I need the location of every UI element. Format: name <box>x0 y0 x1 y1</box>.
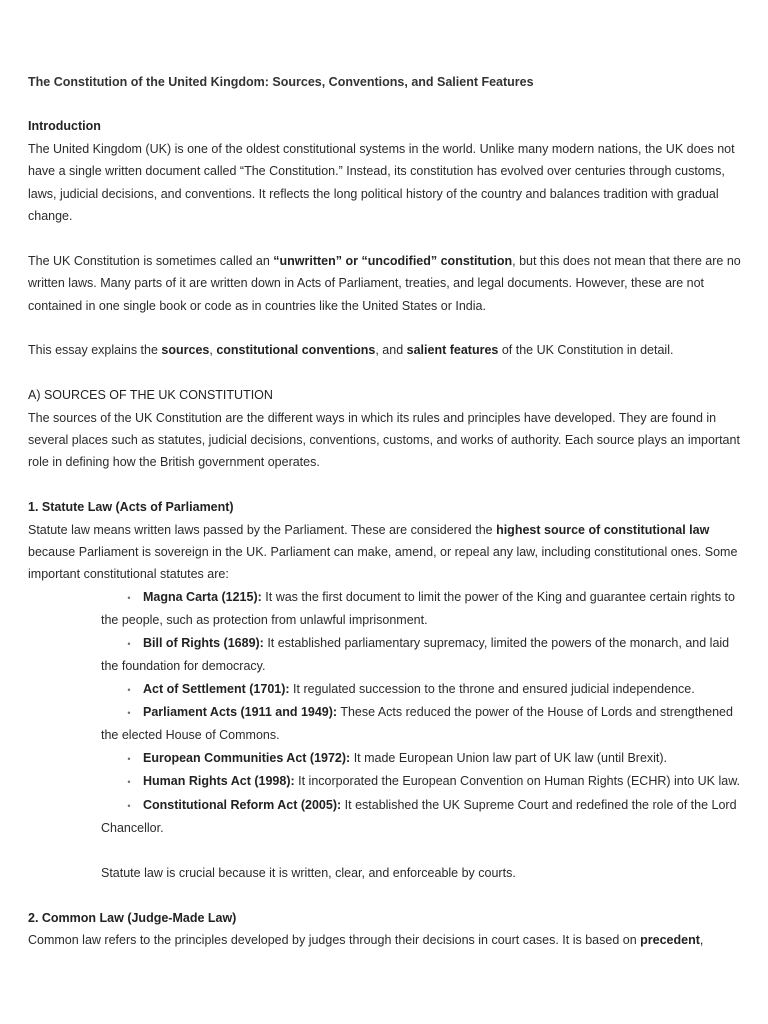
statute-desc: It made European Union law part of UK law (until Brexit). <box>350 750 668 765</box>
section-a-heading: A) SOURCES OF THE UK CONSTITUTION <box>28 388 273 403</box>
common-text-a: Common law refers to the principles developed by judges through their decisions in court cases. It is based on <box>28 932 641 947</box>
list-item <box>28 701 743 747</box>
document-body <box>28 71 743 951</box>
statute-name: Parliament Acts (1911 and 1949): <box>143 704 338 719</box>
bullet-icon: • <box>127 777 131 788</box>
spacer <box>28 839 743 861</box>
list-item <box>28 770 743 793</box>
statute-desc: It established parliamentary supremacy, limited the powers of the monarch, and laid the foundation for democracy. <box>101 635 730 674</box>
common-bold: precedent <box>640 932 700 947</box>
intro-paragraph-1: The United Kingdom (UK) is one of the oldest constitutional systems in the world. Unlike many modern nations, the UK does not have a single written document called “The Constitution.” Instead, its constitution has evolved over centuries through customs, laws, judicial decisions, and conventions. It reflects the long political history of the country and balances tradition with gradual change. <box>28 141 735 224</box>
intro-paragraph-2 <box>28 250 743 317</box>
statute-name: Bill of Rights (1689): <box>143 635 264 650</box>
intro-p3-text-g: of the UK Constitution in detail. <box>498 343 674 358</box>
statute-bold: highest source of constitutional law <box>496 522 710 537</box>
statute-name: Constitutional Reform Act (2005): <box>143 797 342 812</box>
statutes-list <box>28 586 743 839</box>
intro-heading: Introduction <box>28 119 101 134</box>
statute-note: Statute law is crucial because it is written, clear, and enforceable by courts. <box>101 865 516 880</box>
statute-paragraph <box>28 519 743 586</box>
intro-p2-text-a: The UK Constitution is sometimes called an <box>28 253 274 268</box>
intro-p3-bold-conventions: constitutional conventions <box>216 343 376 358</box>
spacer <box>28 884 743 906</box>
bullet-icon: • <box>127 707 131 718</box>
intro-p3-bold-sources: sources <box>161 343 210 358</box>
statute-text-c: because Parliament is sovereign in the UK. Parliament can make, amend, or repeal any law, including constitutional ones. Some important constitutional statutes are: <box>28 545 738 582</box>
bullet-icon: • <box>127 592 131 603</box>
common-law-heading: 2. Common Law (Judge-Made Law) <box>28 910 237 925</box>
document-title: The Constitution of the United Kingdom: Sources, Conventions, and Salient Features <box>28 75 534 89</box>
statute-name: European Communities Act (1972): <box>143 750 351 765</box>
intro-p2-text-c: , but this does not mean that there are no written laws. Many parts of it are written down in Acts of Parliament, treaties, and legal documents. However, these are not contained in one single book or code as in countries like the United States or India. <box>28 253 741 313</box>
intro-p3-text-a: This essay explains the <box>28 343 162 358</box>
list-item <box>28 747 743 770</box>
intro-p3-bold-features: salient features <box>406 343 499 358</box>
statute-desc: It established the UK Supreme Court and redefined the role of the Lord Chancellor. <box>101 797 737 835</box>
intro-paragraph-3 <box>28 339 743 361</box>
bullet-icon: • <box>127 800 131 811</box>
statute-heading: 1. Statute Law (Acts of Parliament) <box>28 500 234 515</box>
statute-name: Magna Carta (1215): <box>143 589 262 604</box>
statute-desc: These Acts reduced the power of the House of Lords and strengthened the elected House of Commons. <box>101 704 733 743</box>
spacer <box>28 317 743 339</box>
intro-p3-text-e: , and <box>375 343 407 358</box>
statute-desc: It regulated succession to the throne and ensured judicial independence. <box>289 681 695 696</box>
statute-text-a: Statute law means written laws passed by the Parliament. These are considered the <box>28 522 497 537</box>
common-text-c: , <box>699 932 704 947</box>
common-law-paragraph <box>28 929 743 951</box>
intro-p2-bold: “unwritten” or “uncodified” constitution <box>273 253 513 268</box>
section-a-paragraph: The sources of the UK Constitution are the different ways in which its rules and principles have developed. They are found in several places such as statutes, judicial decisions, conventions, customs, and works of authority. Each source plays an important role in defining how the British government operates. <box>28 410 740 470</box>
bullet-icon: • <box>127 684 131 695</box>
statute-name: Human Rights Act (1998): <box>143 774 295 789</box>
statute-desc: It incorporated the European Convention on Human Rights (ECHR) into UK law. <box>294 774 741 789</box>
bullet-icon: • <box>127 638 131 649</box>
list-item <box>28 794 743 840</box>
spacer <box>28 227 743 249</box>
statute-desc: It was the first document to limit the power of the King and guarantee certain rights to the people, such as protection from unlawful imprisonment. <box>101 589 735 628</box>
intro-p3-text-c: , <box>209 343 217 358</box>
list-item <box>28 632 743 678</box>
bullet-icon: • <box>127 753 131 764</box>
statute-name: Act of Settlement (1701): <box>143 681 290 696</box>
list-item <box>28 678 743 701</box>
spacer <box>28 474 743 496</box>
list-item <box>28 586 743 632</box>
spacer <box>28 362 743 384</box>
